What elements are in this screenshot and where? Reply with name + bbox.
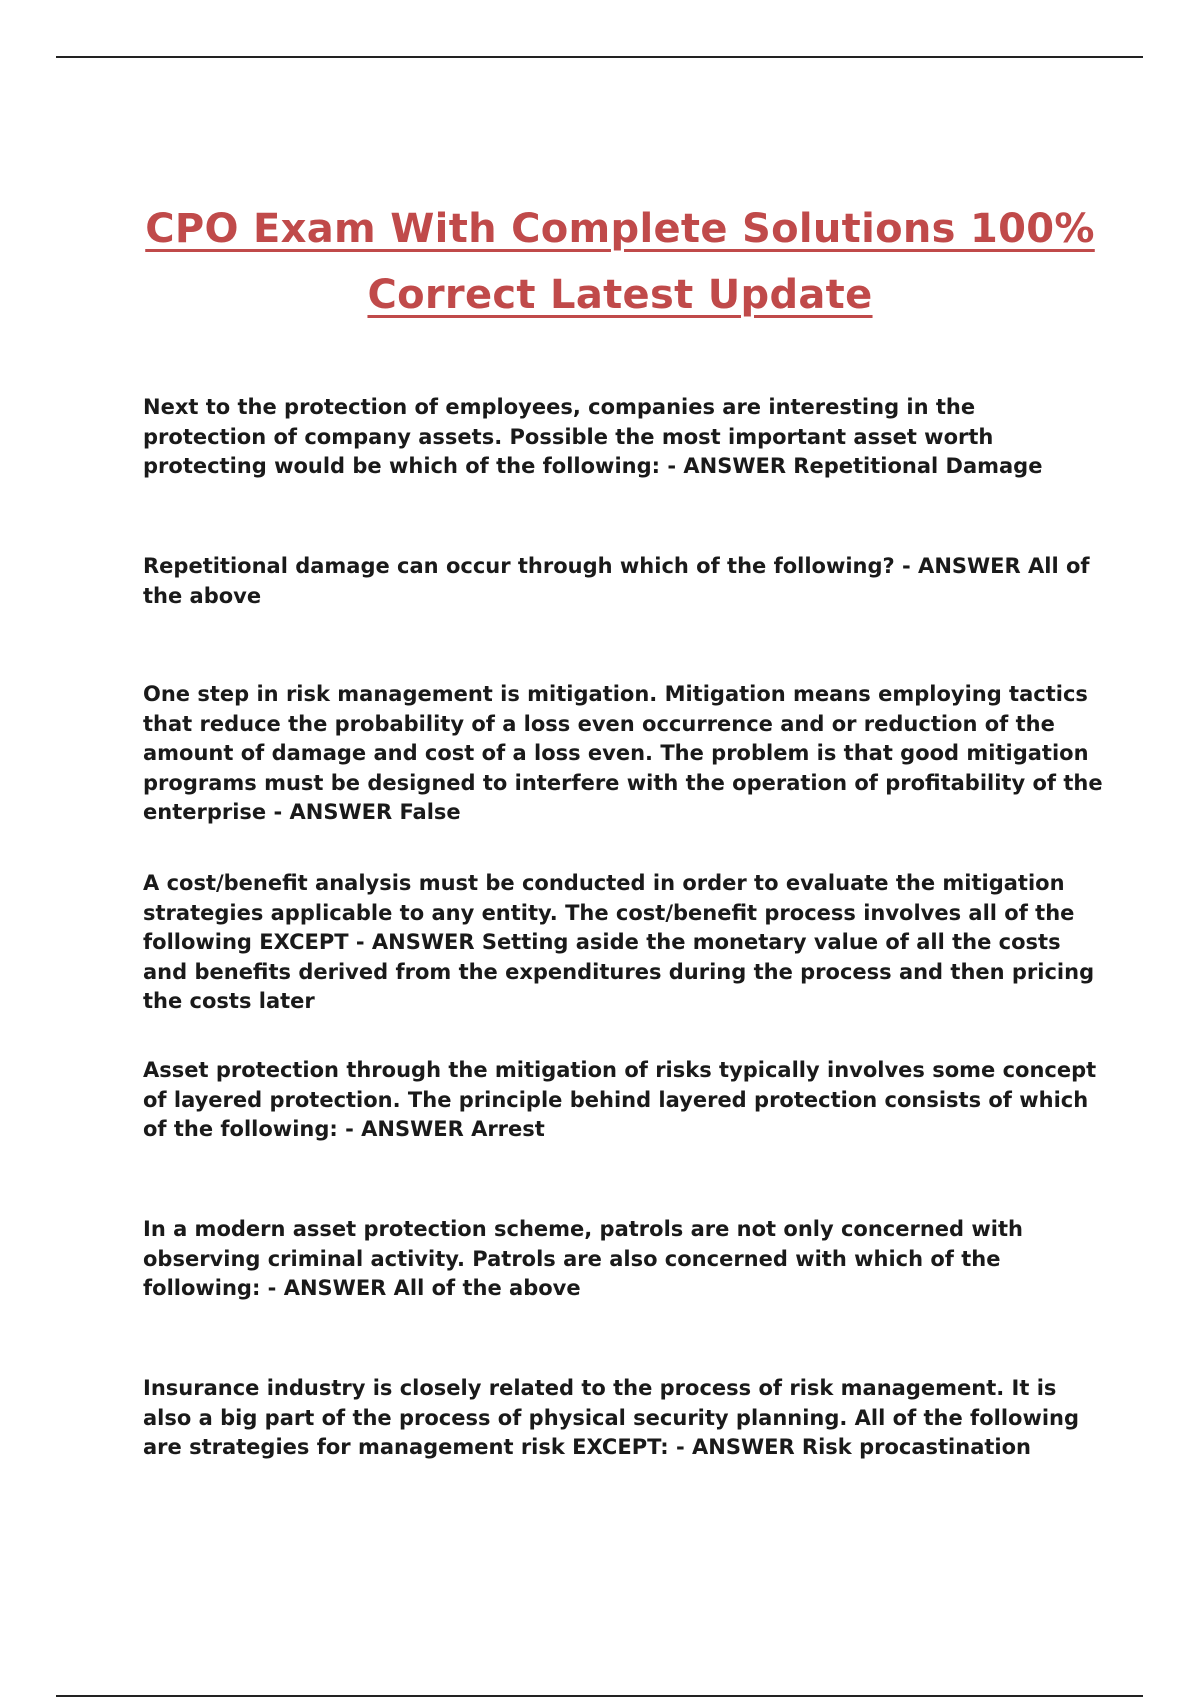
document-title [100, 196, 1140, 328]
qa-item: Asset protection through the mitigation of risks typically involves some concept of layered protection. The principle behind layered protection consists of which of the following: - ANSWER Arrest [143, 1058, 1097, 1141]
qa-item: One step in risk management is mitigation. Mitigation means employing tactics that reduce the probability of a loss even occurrence and or reduction of the amount of damage and cost of a loss even. The problem is that good mitigation programs must be designed to interfere with the operation of profitability of the enterprise - ANSWER False [143, 682, 1103, 824]
qa-item: Repetitional damage can occur through which of the following? - ANSWER All of the above [143, 554, 1090, 608]
qa-item: A cost/benefit analysis must be conducted in order to evaluate the mitigation strategies applicable to any entity. The cost/benefit process involves all of the following EXCEPT - ANSWER Setting aside the monetary value of all the costs and benefits derived from the expenditures during the process and then pricing the costs later [143, 871, 1095, 1013]
footer-rule [56, 1695, 1143, 1697]
qa-item: In a modern asset protection scheme, patrols are not only concerned with observing criminal activity. Patrols are also concerned with which of the following: - ANSWER All of the above [143, 1217, 1023, 1300]
title-line-2: Correct Latest Update [367, 272, 873, 318]
title-line-1: CPO Exam With Complete Solutions 100% [145, 206, 1095, 252]
header-rule [56, 56, 1143, 58]
qa-item: Next to the protection of employees, companies are interesting in the protection of company assets. Possible the most important asset worth protecting would be which of the following: - ANSWER Repetitional Damage [143, 395, 1043, 478]
qa-item: Insurance industry is closely related to the process of risk management. It is also a big part of the process of physical security planning. All of the following are strategies for management risk EXCEPT: - ANSWER Risk procastination [143, 1376, 1080, 1459]
